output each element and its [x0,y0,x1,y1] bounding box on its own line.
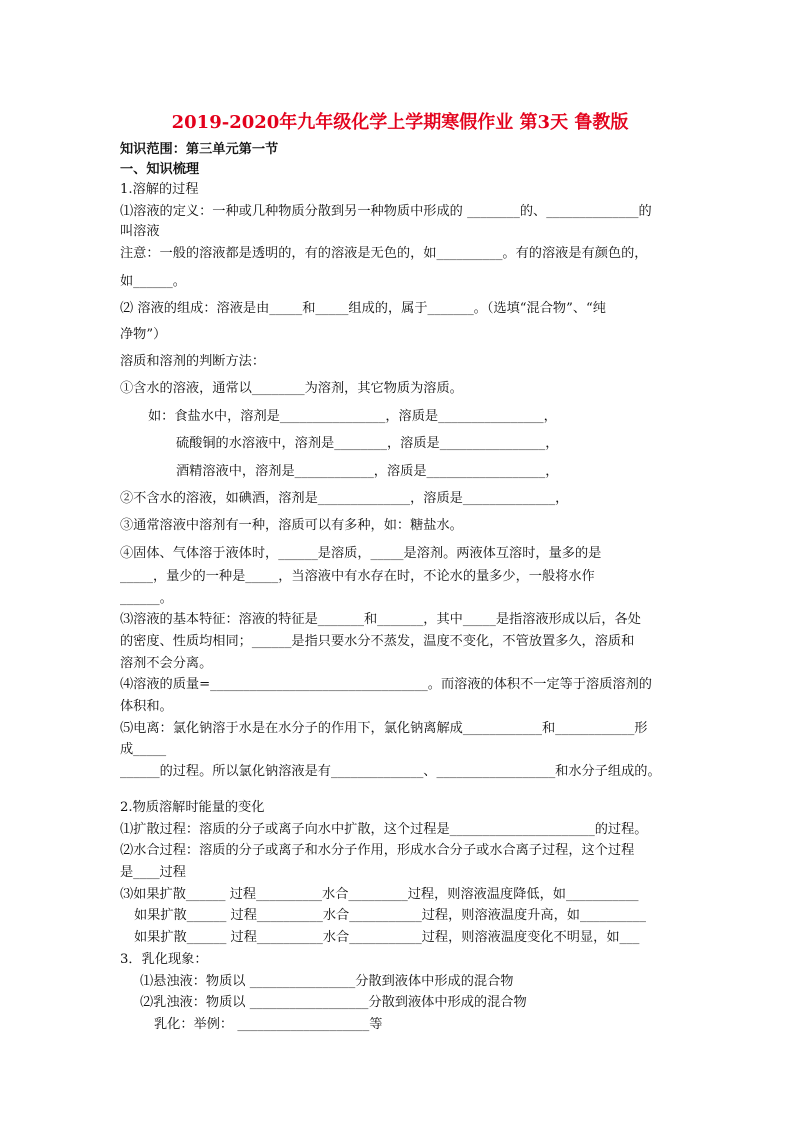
text-line: 是____过程 [120,865,186,880]
text-line: ⑵ 溶液的组成：溶液是由_____和_____组成的，属于_______。（选填“混合物”、“纯 [120,301,606,316]
text-line: 乳化：举例： ____________________等 [154,1017,383,1032]
text-line: 溶质和溶剂的判断方法： [120,354,266,369]
subheading-dissolution: 1.溶解的过程 [120,182,199,197]
text-line: 酒精溶液中，溶剂是____________，溶质是__________________， [176,464,559,479]
subheading-emulsification: 3．乳化现象： [120,952,208,967]
text-line: ⑶如果扩散______ 过程__________水合_________过程，则溶液温度降低，如___________ [120,887,639,902]
text-line: 成_____ [120,742,167,757]
text-line: 溶剂不会分离。 [120,656,213,671]
text-line: 如果扩散______ 过程__________水合___________过程，则溶液温度升高，如__________ [134,908,646,923]
knowledge-scope: 知识范围：第三单元第一节 [120,142,279,157]
text-line: ⑶溶液的基本特征：溶液的特征是_______和_______，其中_____是指溶液形成以后，各处 [120,612,641,627]
text-line: 体积和。 [120,699,173,714]
text-line: 如：食盐水中，溶剂是________________，溶质是________________， [148,409,557,424]
text-line: 如______。 [120,274,186,289]
text-line: ①含水的溶液，通常以________为溶剂，其它物质为溶质。 [120,381,463,396]
text-line: ⑵水合过程：溶质的分子或离子和水分子作用，形成水合分子或水合离子过程，这个过程 [120,843,635,858]
text-line: ④固体、气体溶于液体时，______是溶质，_____是溶剂。两液体互溶时，量多的是 [120,546,602,561]
text-line: 净物”） [120,327,167,342]
text-line: _____，量少的一种是_____，当溶液中有水存在时，不论水的量多少，一般将水作 [120,569,595,584]
text-line: ⑷溶液的质量=_________________________________。而溶液的体积不一定等于溶质溶剂的 [120,677,652,692]
text-line: 硫酸铜的水溶液中，溶剂是________，溶质是________________， [176,436,559,451]
text-line: ______的过程。所以氯化钠溶液是有______________、__________________和水分子组成的。 [120,764,661,779]
text-line: 的密度、性质均相同；______是指只要水分不蒸发，温度不变化，不管放置多久，溶质和 [120,634,635,649]
subheading-energy: 2.物质溶解时能量的变化 [120,800,265,815]
text-line: ⑵乳浊液：物质以 __________________分散到液体中形成的混合物 [140,995,527,1010]
text-line: ______。 [120,591,173,606]
section-heading-1: 一、知识梳理 [120,162,200,177]
text-line: 如果扩散______ 过程__________水合___________过程，则溶液温度变化不明显，如___ [134,930,640,945]
text-line: ②不含水的溶液，如碘酒，溶剂是______________，溶质是______________， [120,491,569,506]
text-line: ⑴悬浊液：物质以 ________________分散到液体中形成的混合物 [140,974,514,989]
text-line: ⑴溶液的定义：一种或几种物质分散到另一种物质中形成的 ________的、______________的 [120,204,652,219]
text-line: ③通常溶液中溶剂有一种，溶质可以有多种，如：糖盐水。 [120,518,463,533]
text-line: ⑴扩散过程：溶质的分子或离子向水中扩散，这个过程是______________________的过程。 [120,822,648,837]
text-line: ⑸电离：氯化钠溶于水是在水分子的作用下，氯化钠离解成____________和____________形 [120,721,648,736]
text-line: 注意：一般的溶液都是透明的，有的溶液是无色的，如__________。有的溶液是有颜色的， [120,246,648,261]
document-title: 2019-2020年九年级化学上学期寒假作业 第3天 鲁教版 [171,112,629,133]
text-line: 叫溶液 [120,224,160,239]
